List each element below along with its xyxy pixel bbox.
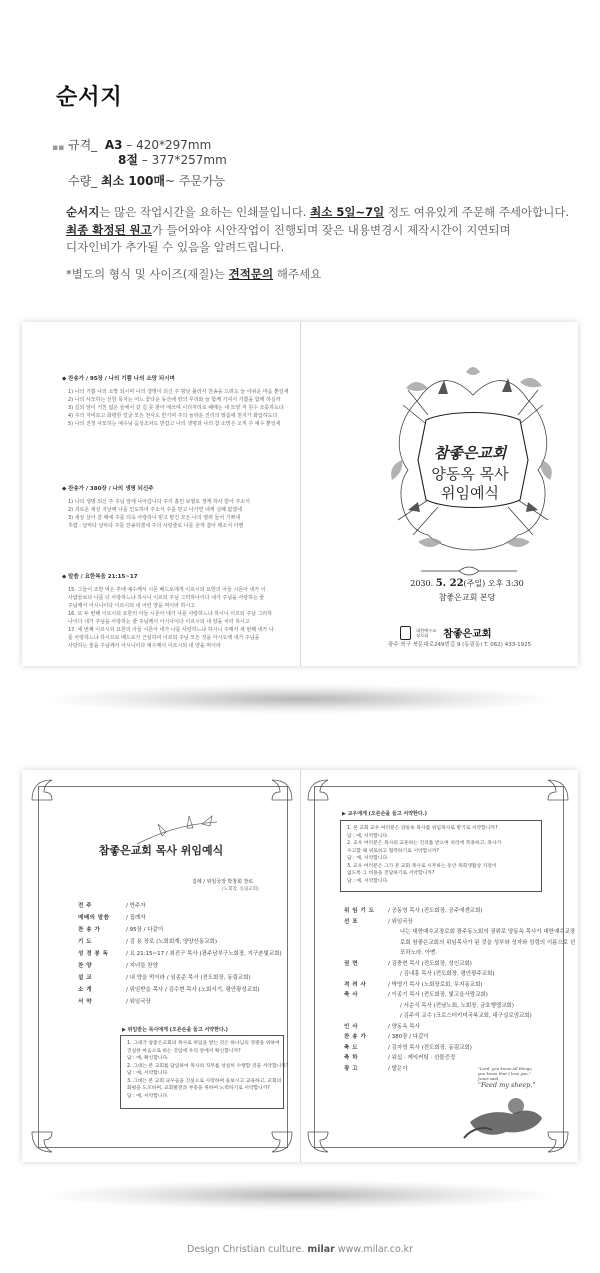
program-row: [78, 936, 282, 948]
program-row: [344, 1022, 575, 1033]
program-label: 기 도: [78, 939, 93, 945]
program-row: [344, 1011, 575, 1022]
program-label: 예배의 말씀: [78, 915, 110, 921]
program-value: / 내 양을 먹이라 / 임종준 목사 (전도회장, 동림교회): [126, 975, 251, 981]
program-value: / 김자영 목사 (전도회장, 동림교회): [388, 1044, 472, 1051]
program-value: / 요 21:15~17 / 최진구 목사 (광주남부구노회장, 지구촌빛교회): [126, 951, 282, 957]
vow-line: 답 : 예, 서약합니다.: [347, 833, 389, 839]
section-line: 17. 세 번째 이르시되 요한의 아들 시몬아 네가 나를 사랑하느냐 하시니 주께서 세 번째 네가 나: [68, 627, 274, 633]
section-line: 2) 괴로운 세상 지날때 나를 인도하여 주소서 주를 믿고 나가면 내게 실패 없겠네: [68, 507, 242, 513]
section-line: 5) 나의 진정 사모하는 예수님 음성조차도 반갑고 나의 생명과 나의 참 소망은 오직 주 예수 뿐일세: [68, 421, 281, 427]
program-title: 참좋은교회 목사 위임예식: [98, 844, 224, 857]
program-row: [344, 990, 575, 1001]
spread-2-shadow: [40, 1180, 560, 1210]
program-value: / 김충현 목사 (전도회장, 성인교회): [388, 960, 472, 967]
program-row: [344, 948, 575, 959]
program-value: / 380장 / 다같이: [388, 1034, 429, 1040]
program-label: 찬 송 가: [344, 1034, 367, 1040]
section-line: 사랑하는 줄을 주님께서 아시나이다 예수께서 이르시되 내 양을 먹이라: [68, 643, 221, 649]
program-label: 찬 양: [78, 963, 93, 969]
order-section: [62, 484, 250, 530]
vow-line: 2. 그대는 본 교회를 담임하여 목사의 직무를 성실히 수행할 것을 서약합니까?: [127, 1063, 289, 1069]
program-row: [344, 1053, 575, 1064]
vow-line: 2. 교우 여러분은 목사의 교훈하는 진리를 받으며 치리에 복종하고, 목사가: [347, 841, 502, 846]
section-heading: ◆ 말씀 / 요한복음 21:15~17: [62, 574, 138, 580]
program-label: 축 하: [344, 1055, 359, 1061]
vow-line: 답 : 예, 서약합니다.: [127, 1093, 169, 1099]
description: 순서지는 많은 작업시간을 요하는 인쇄물입니다. 최소 5일~7일 정도 여유있게 주문해 주세아합니다. 최종 확정된 원고가 들어와야 시안작업이 진행되며 잦은 내용변경시 제작시간이 지연되며 디자인비가 추가될 수 있음을 알려드립니다.: [66, 205, 570, 254]
church-name: 참좋은교회: [443, 629, 492, 640]
cover-name: 양동옥 목사: [431, 465, 509, 483]
church-logo-script: 참좋은교회: [433, 444, 507, 462]
program-label: 격 려 사: [344, 981, 367, 988]
section-line: 주님께서 아시나이다 이르시되 내 어린 양을 먹이라 하시고: [68, 603, 196, 609]
script-verse: "Lord, you know all things; you know that I love you." Jesus said, "Feed my sheep.": [478, 1066, 536, 1089]
order-section: [62, 374, 289, 428]
program-label: 권 면: [344, 960, 359, 967]
program-row: [344, 969, 575, 980]
cover-place: 참좋은교회 본당: [438, 593, 496, 602]
program-row: [344, 938, 575, 949]
program-value: 나는 대한예수교장로회 광주동노회의 권위로 양동옥 목사가 대한예수교장: [400, 929, 576, 935]
footer-credit: Design Christian culture. milar www.milar.co.kr: [186, 1244, 414, 1255]
section-heading: ◆ 찬송가 / 380장 / 나의 생명 되신주: [62, 486, 154, 492]
program-value: / 워십 · 케익커팅 · 선물증정: [388, 1055, 456, 1061]
program-row: [344, 1043, 575, 1054]
church-address: 광주 북구 북문대로249번길 9 (동림동) T. 062) 433-1925: [388, 642, 532, 648]
program-label: 성 경 봉 독: [78, 951, 109, 957]
spec-size-8: 8절 – 377*257mm: [118, 153, 227, 167]
section-line: 나이다 내가 주님을 사랑하는 줄 주님께서 아시나이다 이르시되 내 양을 치라 하시고: [68, 619, 250, 625]
program-row: [344, 1064, 575, 1075]
ornament-divider: [419, 566, 519, 576]
vow-line: 3. 교우 여러분은 그가 본 교회 목사로 시무하는 동안 목회생활상 지장이: [347, 863, 497, 869]
program-label: 인 사: [344, 1023, 359, 1030]
section-line: 3) 길되 앞이 거친 넓은 들에서 갈 길 못 찾아 애쓰며 이리저리로 헤매는 내 모양 저 원수 조롱하도다: [68, 405, 284, 411]
program-value: / 발은이: [388, 1065, 408, 1072]
program-label: 서 약: [78, 999, 93, 1005]
vow-line: 없도록 그 비용을 전담하기로 서약합니까?: [347, 871, 435, 876]
hand-holding-lamb-illustration: [462, 1082, 548, 1140]
program-value: / 위임국장: [388, 918, 413, 925]
section-line: 3) 세상 살아 갈 때에 주를 더욱 사랑하니 믿고 맡긴 모든 나의 염려 들어 기쁘네: [68, 515, 241, 521]
section-line: 16. 또 두 번째 이르시되 요한의 아들 시몬아 네가 나를 사랑하느냐 하시니 이르되 주님 그러하: [68, 611, 273, 617]
vow-line: 답 : 예, 서약합니다.: [347, 856, 389, 861]
program-label: 찬 송 가: [78, 927, 101, 933]
program-row: [344, 906, 575, 917]
program-row: [78, 972, 282, 984]
program-value: / 양동옥 목사: [388, 1023, 420, 1030]
program-label: 전 주: [78, 903, 93, 909]
section-line: 4) 주의 자비로고 화평한 얼굴 모든 천사도 반기며 주의 놀라운 진리의 말씀에 천지가 화답하도다: [68, 413, 278, 419]
estimate-note: *별도의 형식 및 사이즈(재질)는 견적문의 해주세요: [66, 267, 322, 281]
program-label: 선 포: [344, 918, 359, 925]
vow-line: 진실한 마음으로 하는 것임에 우리 앞에서 확신합니까?: [127, 1048, 241, 1054]
order-section: [62, 572, 274, 650]
program-row: [78, 912, 282, 924]
page-title: 순서지: [56, 85, 123, 110]
bullet-icon: ▪▪: [52, 143, 65, 153]
program-value: / 박영기 목사 (노회장로회, 무지동교회): [388, 981, 483, 988]
program-row: [344, 927, 575, 938]
vow-line: 1. 본 교회 교우 여러분은 양동옥 목사를 위임목사로 받기로 서약합니까?: [347, 826, 498, 831]
right-program-list: [344, 906, 575, 1074]
church-emblem-icon: [400, 626, 411, 640]
section-line: 15. 그들이 조반 먹은 후에 예수께서 시몬 베드로에게 이르시되 요한의 아들 시몬아 네가 이: [68, 587, 266, 593]
program-row: [78, 960, 282, 972]
spec-qty: 수량_ 최소 100매~ 주문가능: [68, 174, 226, 188]
program-value: / 김주석 교수 (크로스터키미국복교회, 대구실로엄교회): [400, 1013, 532, 1019]
spec-size: 규격_ A3 – 420*297mm: [68, 138, 212, 152]
vow-line: 1. 그대가 참좋은교회의 목사로 위임을 받는 것은 하나님의 영광을 위하여: [127, 1041, 280, 1046]
program-label: 설 교: [78, 975, 93, 981]
left-program-list: [78, 900, 282, 1008]
program-value: / 95장 / 다같이: [126, 927, 164, 933]
section-line: 사람들보다 나를 더 사랑하느냐 하시니 이르되 주님 그러하나이다 내가 주님을 사랑하는 줄: [68, 595, 265, 601]
section-line: 후렴 : 날마다 날마다 주를 찬송하겠네 주의 사랑줄로 나를 굳게 잡아 매소서 아멘: [68, 523, 244, 529]
cover-date: 2030. 5. 22(주일) 오후 3:30: [410, 578, 524, 589]
program-value: / 공동영 목사 (전도회장, 공주에센교회): [388, 908, 483, 914]
vow-line: 답 : 예, 확신합니다.: [127, 1056, 169, 1061]
vow-line: 수고할 때 위로하고 협력하기로 서약합니까?: [347, 848, 440, 854]
program-row: [344, 1001, 575, 1012]
program-value: / 위임국장: [126, 999, 151, 1005]
section-heading: ◆ 찬송가 / 95장 / 나의 기쁨 나의 소망 되시며: [62, 376, 175, 382]
vow-line: 답 : 예, 서약합니다.: [347, 878, 389, 884]
vow-heading: ▶ 위임받는 목사에게 (오른손을 들고 서약한다.): [122, 1027, 228, 1033]
program-value: 로회 참좋은교회의 위임목사가 된 것을 성부와 성자와 성령의 이름으로 선: [400, 939, 576, 946]
program-row: [78, 948, 282, 960]
congregation-vow-heading: ▶ 교우에게 (오른손을 들고 서약한다.): [342, 811, 427, 817]
spread-2: [22, 770, 578, 1162]
section-line: 를 사랑하느냐 하시므로 베드로가 근심하여 이르되 주님 모든 것을 아시오매 내가 주님을: [68, 635, 260, 641]
program-value: / 반주자: [126, 903, 146, 909]
program-label: 축 도: [344, 1044, 359, 1051]
program-row: [344, 1032, 575, 1043]
program-row: [78, 984, 282, 996]
program-value: / 이종기 목사 (전도회장, 빛고을사랑교회): [388, 992, 488, 998]
program-row: [344, 959, 575, 970]
church-mark: 대한예수교장로회 참좋은교회: [400, 622, 492, 641]
program-value: 포하노라. 아멘.: [400, 950, 438, 956]
vow-line: 답 : 예, 서약합니다.: [127, 1071, 169, 1076]
program-value: / 김내홍 목사 (전도회장, 평안광주교회): [400, 971, 495, 977]
vow-box-congregation: [340, 820, 542, 892]
section-line: 1) 나의 기쁨 나의 소망 되시며 나의 생명이 되신 주 밤낮 불러서 찬송을 드려도 늘 아쉬운 마음 뿐일세: [68, 389, 289, 395]
program-label: 소 개: [78, 987, 93, 993]
program-row: [78, 900, 282, 912]
presider-sub: (노회장, 동림교회): [222, 887, 259, 892]
program-label: 광 고: [344, 1065, 359, 1072]
program-value: / 김 용 장로 (노회회계, 양양산동교회): [126, 939, 218, 945]
vow-box-minister: [120, 1035, 289, 1109]
program-label: 축 사: [344, 992, 359, 998]
program-row: [78, 924, 282, 936]
program-value: / 지녀들 찬양: [126, 963, 158, 969]
program-value: / 서순식 목사 (전남노회, 노회장, 금호행엘교회): [400, 1002, 515, 1009]
program-row: [344, 980, 575, 991]
cover-event: 위임예식: [441, 484, 499, 502]
program-row: [78, 996, 282, 1008]
program-label: 위 임 기 도: [344, 908, 375, 914]
vow-line: 3. 그대는 본 교회 교우들을 진실으로 사랑하며 돌보시고 교육하고, 교회의: [127, 1078, 282, 1084]
section-line: 1) 나의 생명 되신 주 주님 앞에 나아갑니다 주의 흘린 보혈로 정케 하사 받아 주소서: [68, 499, 250, 505]
section-line: 2) 나의 사모하는 선한 목자는 어느 꽃다운 동산에 양의 무리와 늘 함께 가셔서 기쁨을 함께 하실까: [68, 397, 281, 403]
program-value: / 위임받을 목사 / 김수현 목사 (노회서기, 평안광성교회): [126, 987, 260, 993]
program-value: / 집례자: [126, 915, 146, 921]
vow-line: 화평을 도모하며, 교회발전과 부흥을 위하여 노력하기로 서약합니까?: [127, 1086, 270, 1091]
spread-1: [22, 322, 578, 666]
presider: 집례 / 위임국장 박창회 장로: [192, 879, 254, 885]
fold-line: [300, 322, 301, 666]
spread-1-shadow: [40, 684, 560, 714]
program-row: [344, 917, 575, 928]
